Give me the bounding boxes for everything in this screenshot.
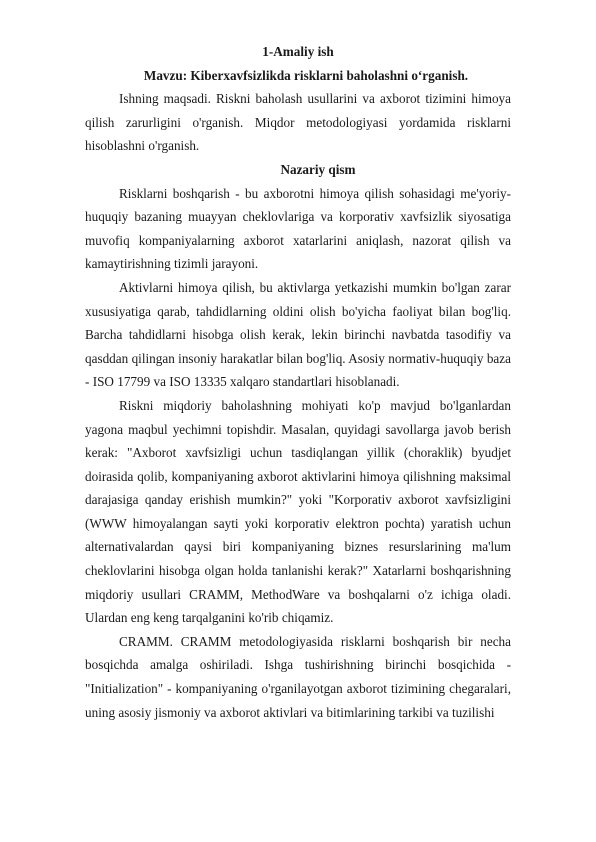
theory-heading: Nazariy qism [280, 161, 356, 177]
document-title: 1-Amaliy ish [262, 44, 334, 59]
document-topic: Mavzu: Kiberxavfsizlikda risklarni baholashni o‘rganish. [143, 67, 469, 83]
body-paragraph-3: Riskni miqdoriy baholashning mohiyati ko'p mavjud bo'lganlardan yagona maqbul yechimni topishdir. Masalan, quyidagi savollarga javob berish kerak: "Axborot xavfsizligi uchun tasdiqlangan yillik (choraklik) byudjet doirasida qolib, kompaniyaning axborot aktivlarini himoya qilishning maksimal darajasiga qanday erishish mumkin?" yoki "Korporativ axborot xavfsizligini (WWW himoyalangan sayti yoki korporativ elektron pochta) yaratish uchun alternativalardan qaysi biri kompaniyaning biznes resurslarining ma'lum cheklovlarini hisobga olgan holda tanlanishi kerak?" Xatarlarni boshqarishning miqdoriy usullari CRAMM, MethodWare va boshqalarni o'z ichiga oladi. Ulardan eng keng tarqalganini ko'rib chiqamiz. [85, 397, 511, 626]
purpose-paragraph: Ishning maqsadi. Riskni baholash usullarini va axborot tizimini himoya qilish zarurligini o'rganish. Miqdor metodologiyasi yordamida risklarni hisoblashni o'rganish. [85, 91, 511, 154]
body-paragraph-1: Risklarni boshqarish - bu axborotni himoya qilish sohasidagi me'yoriy-huquqiy bazaning muayyan cheklovlariga va korporativ xavfsizlik siyosatiga muvofiq kompaniyalarning axborot xatarlarini aniqlash, nazorat qilish va kamaytirishning tizimli jarayoni. [85, 185, 511, 272]
document-page [85, 40, 511, 724]
body-paragraph-2: Aktivlarni himoya qilish, bu aktivlarga yetkazishi mumkin bo'lgan zarar xususiyatiga qarab, tahdidlarning oldini olish bo'yicha faoliyat bilan bog'liq. Barcha tahdidlarni hisobga olish kerak, lekin birinchi navbatda tasodifiy va qasddan qilingan insoniy harakatlar bilan bog'liq. Asosiy normativ-huquqiy baza - ISO 17799 va ISO 13335 xalqaro standartlari hisoblanadi. [85, 279, 511, 390]
body-paragraph-4: CRAMM. CRAMM metodologiyasida risklarni boshqarish bir necha bosqichda amalga oshiriladi. Ishga tushirishning birinchi bosqichida - "Initialization" - kompaniyaning o'rganilayotgan axborot tizimining chegaralari, uning asosiy jismoniy va axborot aktivlari va bitimlarining tarkibi va tuzilishi [85, 633, 511, 720]
